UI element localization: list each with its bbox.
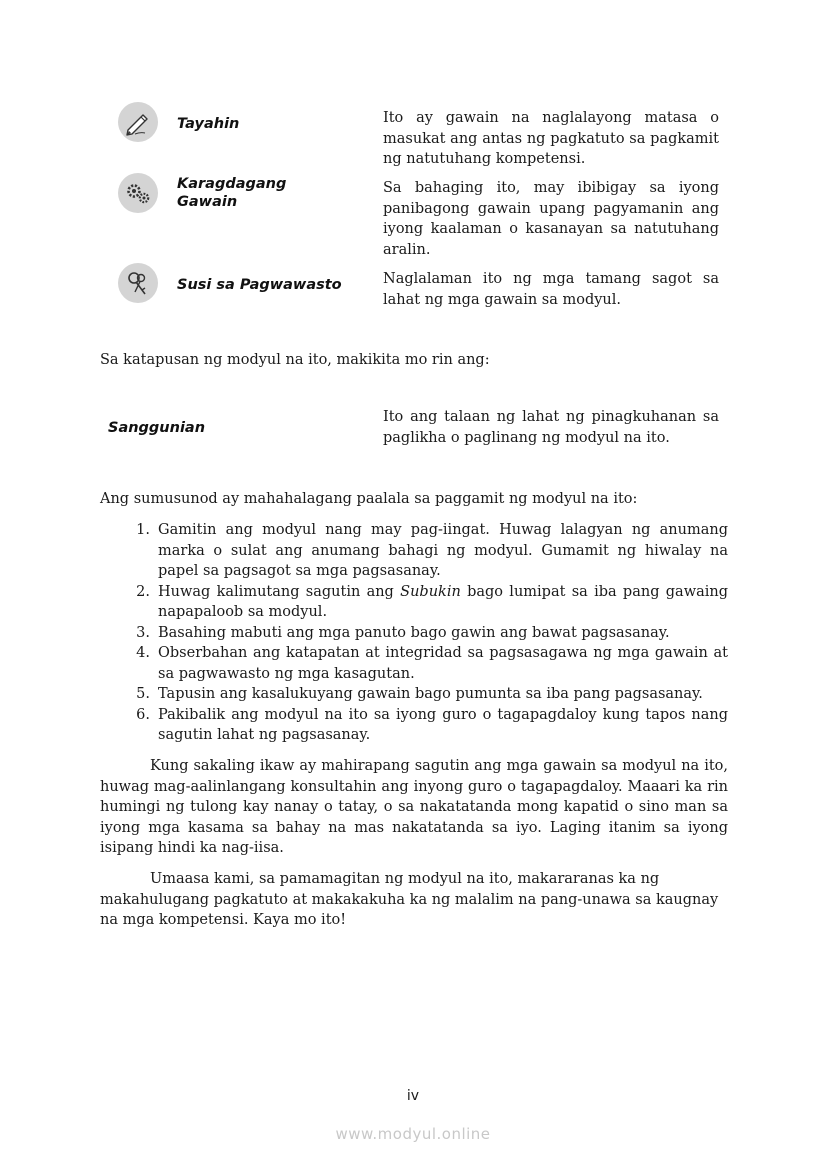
- list-number: 2.: [136, 583, 150, 600]
- desc-tayahin: Ito ay gawain na naglalayong matasa o masukat ang antas ng pagkatuto sa pagkamit ng natutuhang kompetensi.: [383, 110, 719, 167]
- list-text: Obserbahan ang katapatan at integridad sa pagsasagawa ng mga gawain at sa pagwawasto ng mga kasagutan.: [158, 645, 728, 682]
- keys-icon: [118, 263, 158, 303]
- term-susi-sa-pagwawasto: Susi sa Pagwawasto: [177, 277, 342, 293]
- list-number: 4.: [136, 645, 150, 661]
- term-karagdagang-gawain: Karagdagang Gawain: [177, 176, 287, 210]
- end-intro-text: Sa katapusan ng modyul na ito, makikita mo rin ang:: [100, 352, 490, 368]
- list-item: [100, 705, 728, 746]
- page-number: iv: [406, 1088, 420, 1104]
- emphasis-subukin: Subukin: [400, 583, 461, 600]
- list-item: [100, 582, 728, 623]
- desc-sanggunian: Ito ang talaan ng lahat ng pinagkuhanan sa paglikha o paglinang ng modyul na ito.: [383, 409, 719, 446]
- reminders-list: [100, 520, 728, 746]
- list-number: 1.: [136, 522, 150, 538]
- term-tayahin: Tayahin: [177, 116, 240, 132]
- list-text: Gamitin ang modyul nang may pag-iingat. Huwag lalagyan ng anumang marka o sulat ang anumang bahagi ng modyul. Gumamit ng hiwalay na papel sa pagsagot sa mga pagsasanay.: [158, 522, 728, 579]
- reminders-intro: Ang sumusunod ay mahahalagang paalala sa paggamit ng modyul na ito:: [100, 491, 638, 507]
- gears-icon: [118, 173, 158, 213]
- term-sanggunian: Sanggunian: [108, 420, 206, 436]
- list-item: [100, 643, 728, 684]
- desc-susi-sa-pagwawasto: Naglalaman ito ng mga tamang sagot sa lahat ng mga gawain sa modyul.: [383, 271, 719, 308]
- list-text: Basahing mabuti ang mga panuto bago gawin ang bawat pagsasanay.: [158, 624, 670, 641]
- list-item: [100, 684, 728, 705]
- list-text: Tapusin ang kasalukuyang gawain bago pumunta sa iba pang pagsasanay.: [158, 686, 703, 702]
- pencil-icon: [118, 102, 158, 142]
- list-number: 6.: [136, 706, 150, 723]
- list-number: 3.: [136, 624, 150, 641]
- list-text: Huwag kalimutang sagutin ang Subukin bago lumipat sa iba pang gawaing napapaloob sa modyul.: [158, 583, 729, 620]
- footer-watermark: www.modyul.online: [335, 1125, 491, 1143]
- desc-karagdagang-gawain: Sa bahaging ito, may ibibigay sa iyong panibagong gawain upang pagyamanin ang iyong kaalaman o kasanayan sa natutuhang aralin.: [383, 180, 719, 258]
- help-paragraph: Kung sakaling ikaw ay mahirapang sagutin ang mga gawain sa modyul na ito, huwag mag-aalinlangang konsultahin ang inyong guro o tagapagdaloy. Maaari ka rin humingi ng tulong kay nanay o tatay, o sa nakatatanda mong kapatid o sino man sa iyong mga kasama sa bahay na mas nakatatanda sa iyo. Laging itanim sa iyong isipang hindi ka nag-iisa.: [100, 758, 728, 856]
- list-item: [100, 520, 728, 582]
- list-item: [100, 623, 728, 644]
- closing-paragraph: Umaasa kami, sa pamamagitan ng modyul na ito, makararanas ka ng makahulugang pagkatuto at makakakuha ka ng malalim na pang-unawa sa kaugnay na mga kompetensi. Kaya mo ito!: [100, 871, 719, 928]
- list-text: Pakibalik ang modyul na ito sa iyong guro o tagapagdaloy kung tapos nang sagutin lahat ng pagsasanay.: [158, 706, 728, 743]
- list-number: 5.: [136, 686, 150, 702]
